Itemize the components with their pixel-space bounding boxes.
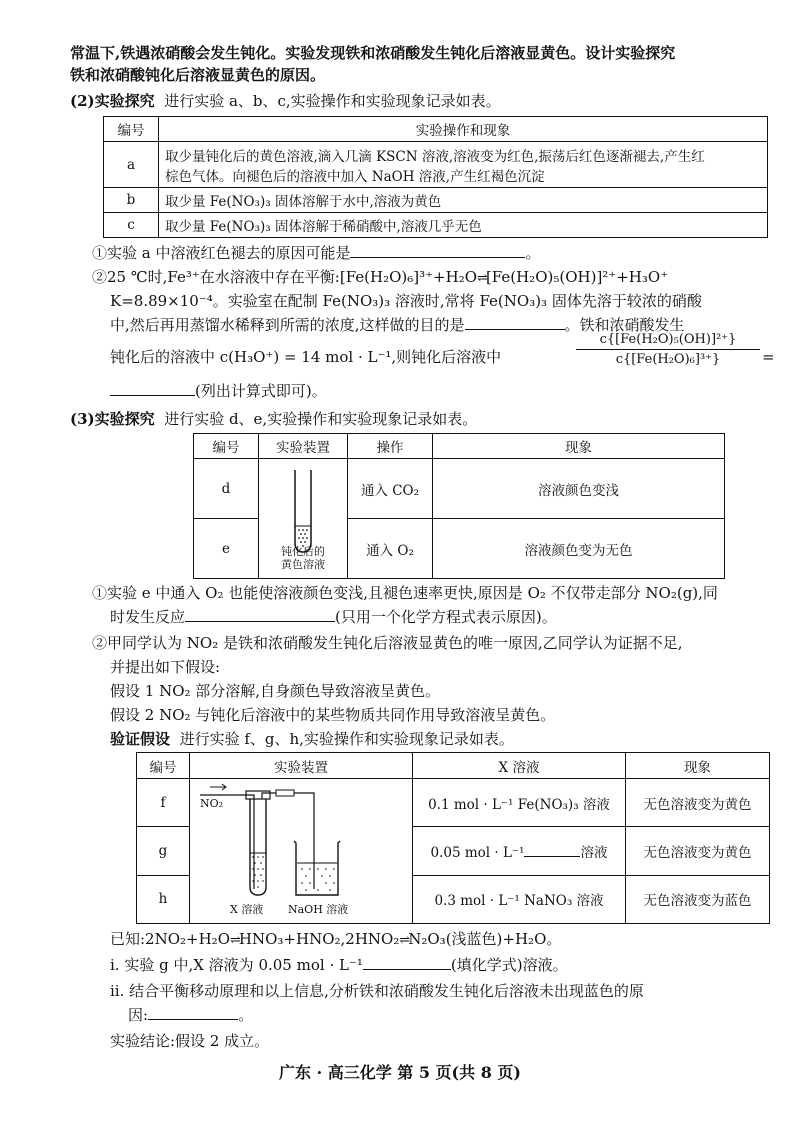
question-ii-line2-text: 因:	[128, 1006, 149, 1024]
table-de-header-phenomenon: 现象	[433, 434, 725, 459]
q2-1	[92, 242, 800, 264]
table-de-apparatus-cell	[259, 459, 348, 579]
table-de-row-e-op: 通入 O₂	[348, 519, 433, 579]
answer-blank[interactable]	[350, 242, 525, 258]
verify-heading	[110, 728, 800, 750]
table-fgh-header-phenomenon: 现象	[626, 753, 770, 779]
table-de-row-e-phenomenon: 溶液颜色变为无色	[433, 519, 725, 579]
q2-2-line3-b: 。铁和浓硝酸发生	[564, 316, 685, 334]
hypothesis-1: 假设 1 NO₂ 部分溶解,自身颜色导致溶液呈黄色。	[110, 682, 441, 700]
section-3-desc: 进行实验 d、e,实验操作和实验现象记录如表。	[164, 410, 478, 428]
row-g-x-a: 0.05 mol · L⁻¹	[430, 844, 525, 861]
q3-2-line1: ②甲同学认为 NO₂ 是铁和浓硝酸发生钝化后溶液显黄色的唯一原因,乙同学认为证据不足,	[92, 634, 683, 652]
conclusion: 实验结论:假设 2 成立。	[110, 1032, 270, 1050]
tube-label-line1: 钝化后的	[281, 545, 325, 558]
q2-2-eq-left: ②25 ℃时,Fe³⁺在水溶液中存在平衡:[Fe(H₂O)₆]³⁺+H₂O	[92, 268, 478, 286]
section-2-label: (2)实验探究	[70, 92, 155, 110]
table-abc-row-b-id: b	[104, 188, 159, 213]
table-de-row-d-id: d	[194, 459, 259, 519]
table-abc-row-a-id: a	[104, 142, 159, 188]
row-g-x-b: 溶液	[580, 844, 608, 861]
table-fgh-row-h-phenomenon: 无色溶液变为蓝色	[626, 875, 770, 923]
table-de-row-d-phenomenon: 溶液颜色变浅	[433, 459, 725, 519]
answer-blank[interactable]	[185, 606, 335, 622]
q2-1-text: ①实验 a 中溶液红色褪去的原因可能是	[92, 244, 351, 262]
table-abc-row-a-text	[159, 142, 768, 188]
q2-2-eq-right: [Fe(H₂O)₅(OH)]²⁺+H₃O⁺	[485, 268, 669, 286]
fraction-numerator: c{[Fe(H₂O)₅(OH)]²⁺}	[576, 332, 760, 350]
q2-2-line3-a: 中,然后再用蒸馏水稀释到所需的浓度,这样做的目的是	[110, 316, 465, 334]
verify-label: 验证假设	[110, 730, 171, 748]
table-de-header-op: 操作	[348, 434, 433, 459]
q3-2-line2: 并提出如下假设:	[110, 658, 221, 676]
question-i	[110, 954, 800, 976]
q2-1-end: 。	[525, 244, 541, 262]
intro-line-1: 常温下,铁遇浓硝酸会发生钝化。实验发现铁和浓硝酸发生钝化后溶液显黄色。设计实验探究	[70, 44, 676, 62]
row-a-line1: 取少量钝化后的黄色溶液,滴入几滴 KSCN 溶液,溶液变为红色,振荡后红色逐渐褪去,产生红	[165, 148, 705, 165]
table-de-header-apparatus: 实验装置	[259, 434, 348, 459]
known-c: N₂O₃(浅蓝色)+H₂O。	[408, 930, 562, 948]
hypothesis-2: 假设 2 NO₂ 与钝化后溶液中的某些物质共同作用导致溶液呈黄色。	[110, 706, 556, 724]
table-fgh-row-g-id: g	[137, 827, 190, 875]
table-abc-header-id: 编号	[104, 117, 159, 142]
concentration-fraction	[576, 332, 760, 367]
answer-blank[interactable]	[110, 380, 195, 396]
table-abc-row-c-id: c	[104, 213, 159, 238]
table-fgh-row-g-x	[413, 827, 626, 875]
table-fgh-row-h-id: h	[137, 875, 190, 923]
table-de-header-id: 编号	[194, 434, 259, 459]
table-fgh-row-g-phenomenon: 无色溶液变为黄色	[626, 827, 770, 875]
table-fgh-row-f-x: 0.1 mol · L⁻¹ Fe(NO₃)₃ 溶液	[413, 779, 626, 827]
table-abc-row-c-text: 取少量 Fe(NO₃)₃ 固体溶解于稀硝酸中,溶液几乎无色	[159, 213, 768, 238]
table-abc-header-ops: 实验操作和现象	[159, 117, 768, 142]
answer-blank[interactable]	[148, 1004, 238, 1020]
page-footer: 广东 · 高三化学 第 5 页(共 8 页)	[279, 1063, 521, 1082]
table-fgh-header-x: X 溶液	[413, 753, 626, 779]
equilibrium-arrow-icon: ⇌	[477, 271, 486, 286]
q3-1-line2-b: (只用一个化学方程式表示原因)。	[335, 608, 557, 626]
q2-2-line4: 钝化后的溶液中 c(H₃O⁺) = 14 mol · L⁻¹,则钝化后溶液中	[110, 348, 502, 366]
q3-1-line1: ①实验 e 中通入 O₂ 也能使溶液颜色变浅,且褪色速率更快,原因是 O₂ 不仅带走部分 NO₂(g),同	[92, 584, 718, 602]
table-fgh-row-h-x: 0.3 mol · L⁻¹ NaNO₃ 溶液	[413, 875, 626, 923]
answer-blank[interactable]	[363, 954, 451, 970]
verify-desc: 进行实验 f、g、h,实验操作和实验现象记录如表。	[179, 730, 514, 748]
section-2-desc: 进行实验 a、b、c,实验操作和实验现象记录如表。	[164, 92, 501, 110]
answer-blank[interactable]	[465, 314, 565, 330]
table-de-row-e-id: e	[194, 519, 259, 579]
fraction-equals: =	[762, 348, 775, 366]
row-a-line2: 棕色气体。向褪色后的溶液中加入 NaOH 溶液,产生红褐色沉淀	[165, 168, 545, 185]
naoh-solution-label: NaOH 溶液	[288, 903, 349, 916]
x-solution-label: X 溶液	[230, 903, 264, 916]
q3-1-line2	[110, 606, 800, 628]
known-info	[110, 928, 800, 952]
section-3-heading	[70, 408, 782, 430]
table-abc	[103, 116, 768, 238]
question-i-a: i. 实验 g 中,X 溶液为 0.05 mol · L⁻¹	[110, 956, 363, 974]
table-fgh	[136, 752, 770, 924]
table-fgh-header-id: 编号	[137, 753, 190, 779]
table-fgh-row-f-id: f	[137, 779, 190, 827]
section-3-label: (3)实验探究	[70, 410, 155, 428]
table-fgh-header-apparatus: 实验装置	[190, 753, 413, 779]
q3-1-line2-a: 时发生反应	[110, 608, 186, 626]
q2-2-line5	[110, 380, 800, 402]
question-i-b: (填化学式)溶液。	[450, 956, 568, 974]
table-abc-row-b-text: 取少量 Fe(NO₃)₃ 固体溶解于水中,溶液为黄色	[159, 188, 768, 213]
known-a: 已知:2NO₂+H₂O	[110, 930, 230, 948]
q2-2-line5-text: (列出计算式即可)。	[195, 382, 327, 400]
q2-2-line2: K=8.89×10⁻⁴。实验室在配制 Fe(NO₃)₃ 溶液时,常将 Fe(NO₃)₃ 固体先溶于较浓的硝酸	[110, 292, 702, 310]
equilibrium-arrow-icon: ⇌	[230, 933, 239, 948]
tube-label-line2: 黄色溶液	[281, 558, 325, 571]
question-ii-end: 。	[238, 1006, 254, 1024]
fraction-denominator: c{[Fe(H₂O)₆]³⁺}	[615, 352, 721, 367]
equilibrium-arrow-icon: ⇌	[399, 933, 409, 948]
question-ii-line1: ii. 结合平衡移动原理和以上信息,分析铁和浓硝酸发生钝化后溶液未出现蓝色的原	[110, 982, 644, 1000]
table-fgh-row-f-phenomenon: 无色溶液变为黄色	[626, 779, 770, 827]
table-fgh-apparatus-cell	[190, 779, 413, 924]
intro-line-2: 铁和浓硝酸钝化后溶液显黄色的原因。	[70, 66, 326, 84]
tube-label	[259, 545, 347, 571]
table-de-row-d-op: 通入 CO₂	[348, 459, 433, 519]
table-de	[193, 433, 725, 579]
section-2-heading	[70, 90, 782, 112]
answer-blank[interactable]	[524, 841, 580, 857]
question-ii-line2	[128, 1004, 800, 1026]
known-b: HNO₃+HNO₂,2HNO₂	[238, 930, 400, 948]
no2-label: NO₂	[200, 797, 224, 810]
q2-2-line1	[92, 266, 800, 290]
